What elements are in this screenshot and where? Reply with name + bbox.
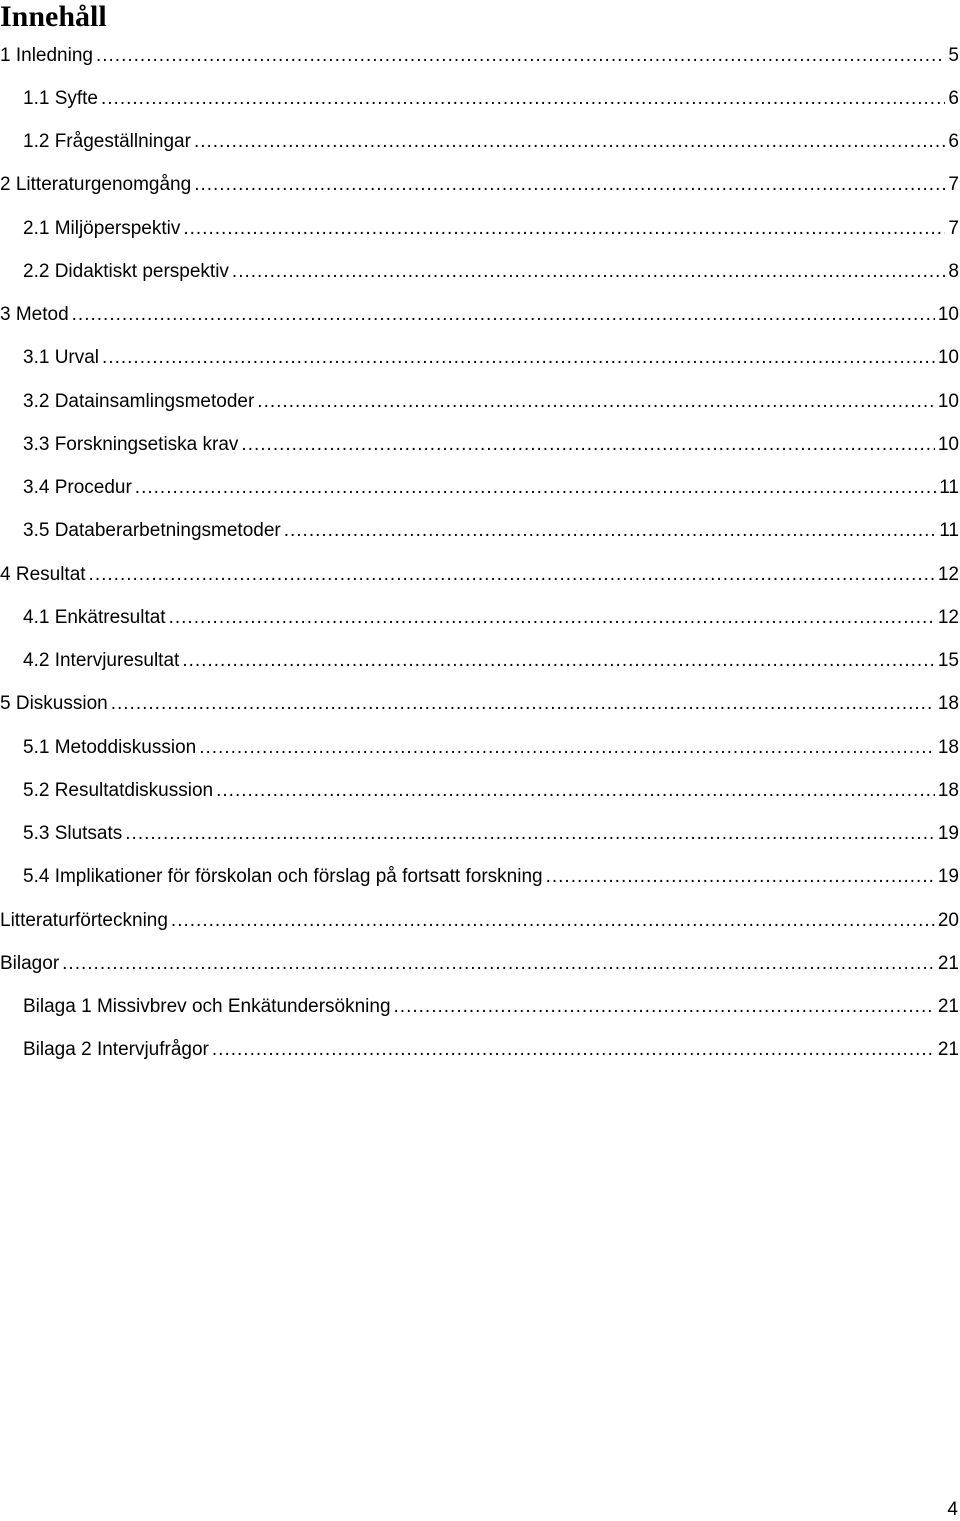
toc-entry[interactable] bbox=[0, 769, 959, 812]
toc-dot-leader bbox=[89, 564, 935, 586]
toc-entry[interactable] bbox=[0, 1029, 959, 1072]
toc-entry-page: 21 bbox=[937, 996, 959, 1018]
toc-entry-label: 4.2 Intervjuresultat bbox=[23, 650, 180, 672]
toc-entry[interactable] bbox=[0, 207, 959, 250]
toc-dot-leader bbox=[212, 1039, 935, 1061]
toc-entry-page: 8 bbox=[948, 260, 959, 282]
toc-entry-label: 2 Litteraturgenomgång bbox=[0, 174, 192, 196]
toc-entry-label: 3.2 Datainsamlingsmetoder bbox=[23, 390, 255, 412]
toc-entry[interactable] bbox=[0, 467, 959, 510]
toc-entry-page: 20 bbox=[937, 909, 959, 931]
toc-entry-page: 7 bbox=[948, 174, 959, 196]
toc-entry-label: 3.5 Databerarbetningsmetoder bbox=[23, 520, 281, 542]
toc-entry[interactable] bbox=[0, 553, 959, 596]
toc-entry-label: 2.1 Miljöperspektiv bbox=[23, 217, 181, 239]
toc-entry-page: 10 bbox=[937, 390, 959, 412]
toc-entry[interactable] bbox=[0, 121, 959, 164]
toc-entry-label: 5.3 Slutsats bbox=[23, 823, 123, 845]
toc-entry[interactable] bbox=[0, 942, 959, 985]
toc-dot-leader bbox=[194, 174, 945, 196]
toc-entry-page: 12 bbox=[937, 563, 959, 585]
toc-dot-leader bbox=[216, 780, 935, 802]
toc-entry-page: 11 bbox=[939, 477, 959, 499]
toc-entry-label: 4.1 Enkätresultat bbox=[23, 606, 166, 628]
toc-dot-leader bbox=[135, 477, 936, 499]
toc-dot-leader bbox=[72, 304, 935, 326]
toc-entry[interactable] bbox=[0, 899, 959, 942]
toc-entry-page: 6 bbox=[948, 87, 959, 109]
toc-entry[interactable] bbox=[0, 640, 959, 683]
toc-entry-label: 1.2 Frågeställningar bbox=[23, 131, 191, 153]
toc-entry-page: 18 bbox=[937, 693, 959, 715]
toc-entry-label: 2.2 Didaktiskt perspektiv bbox=[23, 260, 229, 282]
toc-entry-page: 12 bbox=[937, 606, 959, 628]
toc-entry[interactable] bbox=[0, 294, 959, 337]
toc-dot-leader bbox=[111, 693, 935, 715]
toc-dot-leader bbox=[125, 823, 935, 845]
toc-dot-leader bbox=[183, 218, 945, 240]
toc-entry[interactable] bbox=[0, 164, 959, 207]
toc-entry[interactable] bbox=[0, 813, 959, 856]
toc-dot-leader bbox=[394, 996, 935, 1018]
toc-entry-label: Bilaga 1 Missivbrev och Enkätundersökning bbox=[23, 996, 391, 1018]
toc-entry[interactable] bbox=[0, 250, 959, 293]
toc-entry-page: 5 bbox=[948, 44, 959, 66]
toc-dot-leader bbox=[194, 131, 945, 153]
table-of-contents bbox=[0, 34, 959, 1072]
toc-entry-label: 5.2 Resultatdiskussion bbox=[23, 779, 214, 801]
toc-entry-label: 3.1 Urval bbox=[23, 347, 100, 369]
toc-dot-leader bbox=[241, 434, 934, 456]
toc-entry-page: 21 bbox=[937, 1039, 959, 1061]
toc-entry-label: Bilagor bbox=[0, 952, 60, 974]
toc-entry-label: 5.1 Metoddiskussion bbox=[23, 736, 197, 758]
toc-dot-leader bbox=[232, 261, 946, 283]
toc-dot-leader bbox=[171, 910, 935, 932]
toc-entry-label: 3 Metod bbox=[0, 304, 69, 326]
toc-entry[interactable] bbox=[0, 337, 959, 380]
toc-entry-label: Bilaga 2 Intervjufrågor bbox=[23, 1039, 209, 1061]
toc-entry-label: 3.3 Forskningsetiska krav bbox=[23, 433, 239, 455]
toc-entry-label: 5.4 Implikationer för förskolan och förslag på fortsatt forskning bbox=[23, 866, 543, 888]
toc-entry-label: 4 Resultat bbox=[0, 563, 86, 585]
toc-entry-page: 21 bbox=[937, 952, 959, 974]
toc-dot-leader bbox=[102, 347, 935, 369]
toc-dot-leader bbox=[62, 953, 935, 975]
toc-entry-page: 18 bbox=[937, 779, 959, 801]
page-title: Innehåll bbox=[0, 0, 107, 33]
toc-dot-leader bbox=[199, 737, 935, 759]
toc-entry-label: 1 Inledning bbox=[0, 44, 93, 66]
toc-entry-label: 3.4 Procedur bbox=[23, 477, 132, 499]
toc-entry-label: 1.1 Syfte bbox=[23, 87, 98, 109]
toc-entry[interactable] bbox=[0, 856, 959, 899]
toc-entry-label: 5 Diskussion bbox=[0, 693, 108, 715]
toc-entry[interactable] bbox=[0, 380, 959, 423]
toc-entry-page: 19 bbox=[937, 866, 959, 888]
toc-entry[interactable] bbox=[0, 986, 959, 1029]
toc-entry-page: 11 bbox=[939, 520, 959, 542]
toc-entry-page: 10 bbox=[937, 433, 959, 455]
toc-entry-page: 10 bbox=[937, 347, 959, 369]
toc-entry[interactable] bbox=[0, 596, 959, 639]
toc-entry[interactable] bbox=[0, 683, 959, 726]
toc-entry-page: 7 bbox=[948, 217, 959, 239]
toc-entry[interactable] bbox=[0, 423, 959, 466]
toc-entry[interactable] bbox=[0, 34, 959, 77]
toc-entry-page: 10 bbox=[937, 304, 959, 326]
toc-entry[interactable] bbox=[0, 726, 959, 769]
toc-entry[interactable] bbox=[0, 510, 959, 553]
toc-entry-page: 18 bbox=[937, 736, 959, 758]
toc-dot-leader bbox=[101, 88, 945, 110]
toc-dot-leader bbox=[257, 391, 935, 413]
toc-entry-page: 6 bbox=[948, 131, 959, 153]
toc-dot-leader bbox=[169, 607, 935, 629]
toc-dot-leader bbox=[546, 866, 935, 888]
toc-entry-page: 19 bbox=[937, 823, 959, 845]
page-number: 4 bbox=[947, 1499, 958, 1520]
toc-dot-leader bbox=[284, 520, 937, 542]
toc-entry-page: 15 bbox=[937, 650, 959, 672]
toc-dot-leader bbox=[96, 45, 945, 67]
toc-entry-label: Litteraturförteckning bbox=[0, 909, 168, 931]
toc-dot-leader bbox=[182, 650, 935, 672]
toc-entry[interactable] bbox=[0, 77, 959, 120]
